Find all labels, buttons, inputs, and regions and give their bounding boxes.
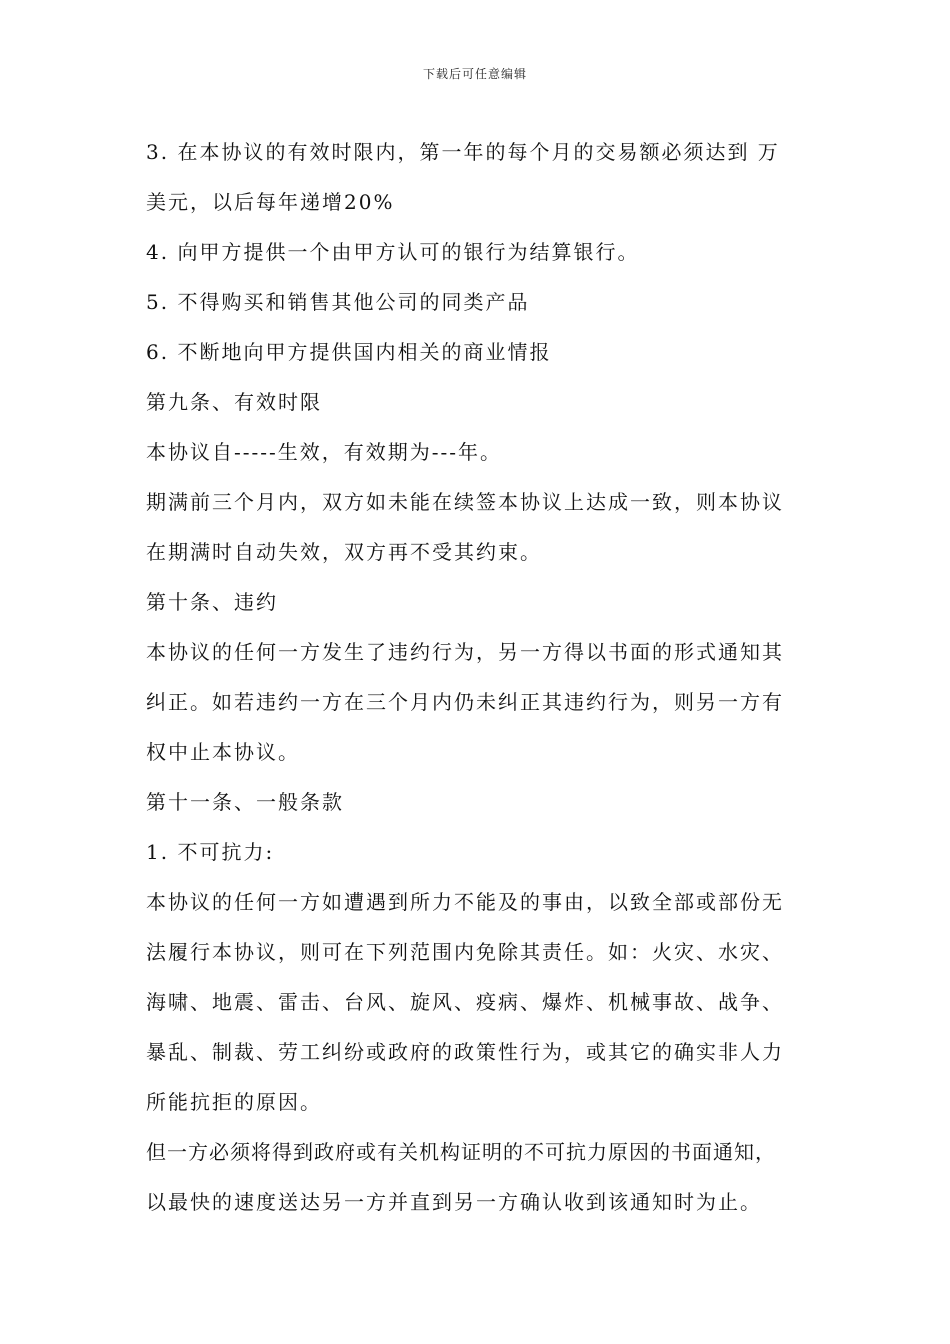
force-majeure-paragraph-line-2: 法履行本协议，则可在下列范围内免除其责任。如：火灾、水灾、	[146, 940, 784, 964]
clause-9-paragraph-2-line-1: 期满前三个月内，双方如未能在续签本协议上达成一致，则本协议	[146, 490, 784, 514]
clause-11-heading: 第十一条、一般条款	[146, 790, 344, 814]
notice-paragraph-line-1: 但一方必须将得到政府或有关机构证明的不可抗力原因的书面通知，	[146, 1140, 776, 1164]
clause-8-item-5: 5. 不得购买和销售其他公司的同类产品	[146, 290, 530, 314]
clause-10-paragraph-line-2: 纠正。如若违约一方在三个月内仍未纠正其违约行为，则另一方有	[146, 690, 784, 714]
clause-11-item-1-heading: 1. 不可抗力:	[146, 840, 275, 864]
force-majeure-paragraph-line-1: 本协议的任何一方如遭遇到所力不能及的事由，以致全部或部份无	[146, 890, 784, 914]
force-majeure-paragraph-line-3: 海啸、地震、雷击、台风、旋风、疫病、爆炸、机械事故、战争、	[146, 990, 784, 1014]
clause-8-item-4: 4. 向甲方提供一个由甲方认可的银行为结算银行。	[146, 240, 640, 264]
document-body	[146, 127, 816, 1227]
clause-9-heading: 第九条、有效时限	[146, 390, 322, 414]
clause-10-paragraph-line-1: 本协议的任何一方发生了违约行为，另一方得以书面的形式通知其	[146, 640, 784, 664]
clause-9-paragraph-1: 本协议自-----生效，有效期为---年。	[146, 440, 503, 464]
clause-10-heading: 第十条、违约	[146, 590, 278, 614]
clause-8-item-6: 6. 不断地向甲方提供国内相关的商业情报	[146, 340, 552, 364]
page-header: 下载后可任意编辑	[422, 67, 527, 81]
clause-9-paragraph-2-line-2: 在期满时自动失效，双方再不受其约束。	[146, 540, 542, 564]
notice-paragraph-line-2: 以最快的速度送达另一方并直到另一方确认收到该通知时为止。	[146, 1190, 762, 1214]
clause-10-paragraph-line-3: 权中止本协议。	[146, 740, 300, 764]
clause-8-item-3-line-1: 3. 在本协议的有效时限内，第一年的每个月的交易额必须达到 万	[146, 140, 780, 164]
clause-8-item-3-line-2: 美元，以后每年递增20%	[146, 190, 395, 214]
force-majeure-paragraph-line-4: 暴乱、制裁、劳工纠纷或政府的政策性行为，或其它的确实非人力	[146, 1040, 784, 1064]
force-majeure-paragraph-line-5: 所能抗拒的原因。	[146, 1090, 322, 1114]
